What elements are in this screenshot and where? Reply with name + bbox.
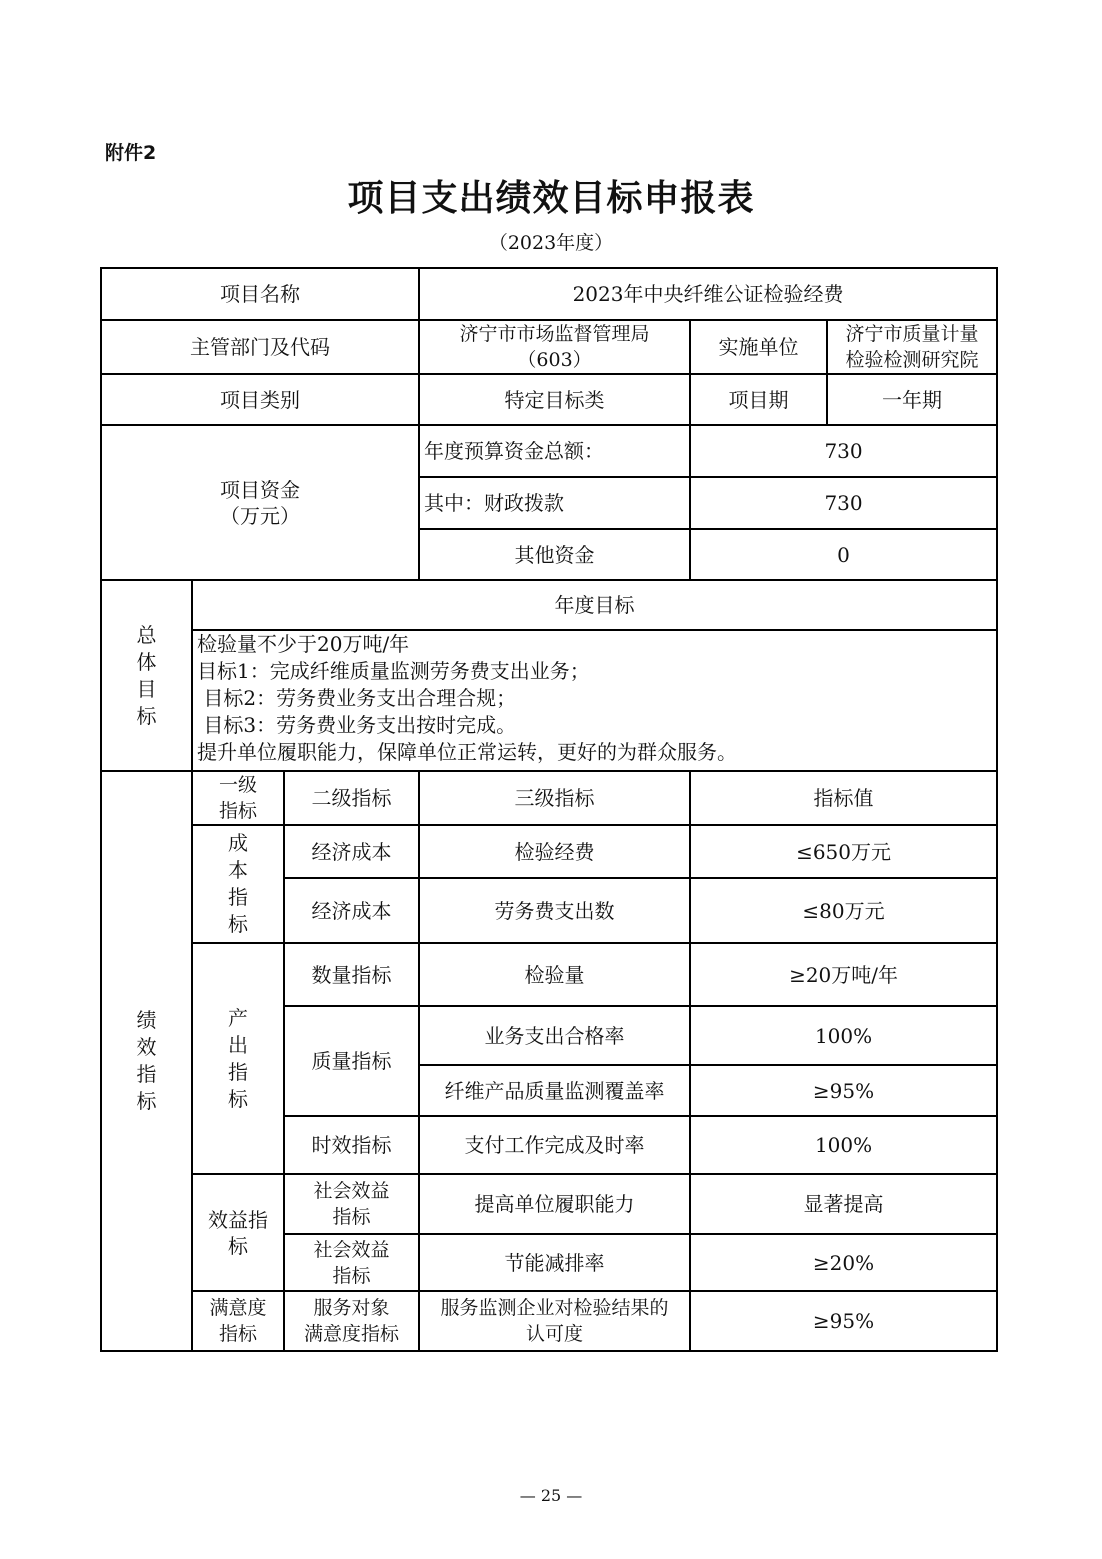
level2-cell bbox=[284, 1291, 419, 1351]
table-row bbox=[101, 943, 997, 1006]
funds-fiscal-value: 730 bbox=[690, 477, 997, 529]
indicator-header-row bbox=[101, 771, 997, 825]
level2-cell bbox=[284, 1174, 419, 1234]
table-row bbox=[101, 1174, 997, 1234]
level2-line-2: 满意度指标 bbox=[304, 1323, 400, 1345]
overall-label-char: 标 bbox=[136, 703, 157, 728]
funds-fiscal-label: 其中：财政拨款 bbox=[419, 477, 690, 529]
benefit-label-line-2: 标 bbox=[228, 1233, 248, 1258]
page-number: — 25 — bbox=[519, 1486, 583, 1505]
value-cell: 100% bbox=[690, 1116, 997, 1174]
funds-label-line-1: 项目资金 bbox=[220, 477, 301, 502]
level3-cell: 检验量 bbox=[419, 943, 690, 1006]
level2-line-1: 服务对象 bbox=[313, 1297, 390, 1319]
implementing-unit-value bbox=[827, 320, 997, 374]
level2-cell: 时效指标 bbox=[284, 1116, 419, 1174]
department-value bbox=[419, 320, 690, 374]
cost-label-char: 本 bbox=[228, 858, 248, 882]
period-value: 一年期 bbox=[827, 374, 997, 425]
benefit-label-line-1: 效益指 bbox=[208, 1207, 268, 1232]
category-label: 项目类别 bbox=[101, 374, 419, 425]
page-subtitle: （2023年度） bbox=[488, 232, 614, 254]
indicator-label-char: 效 bbox=[136, 1035, 157, 1059]
goal-line: 检验量不少于20万吨/年 bbox=[197, 632, 410, 656]
value-cell: 100% bbox=[690, 1006, 997, 1065]
level2-header: 二级指标 bbox=[284, 771, 419, 825]
level2-cell bbox=[284, 1234, 419, 1291]
overall-label-char: 体 bbox=[136, 649, 157, 674]
project-name-value: 2023年中央纤维公证检验经费 bbox=[419, 268, 997, 320]
funds-total-value: 730 bbox=[690, 425, 997, 477]
table-row bbox=[101, 1291, 997, 1351]
department-row bbox=[101, 320, 997, 374]
attachment-label: 附件2 bbox=[105, 142, 157, 164]
level2-line-1: 社会效益 bbox=[313, 1238, 390, 1261]
satisfaction-label-line-1: 满意度 bbox=[209, 1297, 267, 1319]
output-label-char: 出 bbox=[228, 1032, 248, 1057]
overall-target-header-row bbox=[101, 580, 997, 630]
funds-row bbox=[101, 425, 997, 477]
table-row bbox=[101, 825, 997, 878]
output-label-char: 指 bbox=[228, 1059, 248, 1084]
overall-target-label bbox=[101, 580, 192, 771]
level2-line-2: 指标 bbox=[332, 1206, 371, 1228]
value-cell: 显著提高 bbox=[690, 1174, 997, 1234]
performance-target-table bbox=[100, 267, 998, 1352]
cost-label-char: 成 bbox=[228, 831, 248, 855]
level3-cell: 节能减排率 bbox=[419, 1234, 690, 1291]
unit-line-2: 检验检测研究院 bbox=[845, 349, 979, 371]
level1-header-line-2: 指标 bbox=[218, 800, 257, 822]
level2-cell: 经济成本 bbox=[284, 878, 419, 943]
satisfaction-label-line-2: 指标 bbox=[218, 1323, 257, 1345]
value-cell: ≤650万元 bbox=[690, 825, 997, 878]
overall-target-content-row bbox=[101, 630, 997, 771]
level2-cell: 质量指标 bbox=[284, 1006, 419, 1116]
level3-cell: 支付工作完成及时率 bbox=[419, 1116, 690, 1174]
benefit-indicator-label bbox=[192, 1174, 284, 1291]
goal-line: 目标1：完成纤维质量监测劳务费支出业务； bbox=[197, 659, 590, 683]
goal-line: 目标3：劳务费业务支出按时完成。 bbox=[197, 713, 517, 737]
period-label: 项目期 bbox=[690, 374, 827, 425]
level3-cell: 检验经费 bbox=[419, 825, 690, 878]
performance-indicator-label bbox=[101, 771, 192, 1351]
cost-label-char: 指 bbox=[228, 885, 248, 909]
implementing-unit-label: 实施单位 bbox=[690, 320, 827, 374]
annual-target-content bbox=[192, 630, 997, 771]
level3-cell bbox=[419, 1291, 690, 1351]
page-title: 项目支出绩效目标申报表 bbox=[347, 178, 755, 219]
project-name-label: 项目名称 bbox=[101, 268, 419, 320]
value-cell: ≥95% bbox=[690, 1291, 997, 1351]
level2-line-1: 社会效益 bbox=[313, 1180, 390, 1202]
satisfaction-indicator-label bbox=[192, 1291, 284, 1351]
indicator-label-char: 标 bbox=[136, 1089, 157, 1113]
level3-line-2: 认可度 bbox=[526, 1323, 584, 1345]
funds-label-line-2: （万元） bbox=[220, 503, 301, 528]
level3-header: 三级指标 bbox=[419, 771, 690, 825]
level2-cell: 经济成本 bbox=[284, 825, 419, 878]
level3-cell: 提高单位履职能力 bbox=[419, 1174, 690, 1234]
funds-label bbox=[101, 425, 419, 580]
annual-target-header: 年度目标 bbox=[192, 580, 997, 630]
department-label: 主管部门及代码 bbox=[101, 320, 419, 374]
department-code: （603） bbox=[517, 349, 592, 371]
indicator-label-char: 指 bbox=[136, 1062, 157, 1086]
project-name-row bbox=[101, 268, 997, 320]
level2-cell: 数量指标 bbox=[284, 943, 419, 1006]
unit-line-1: 济宁市质量计量 bbox=[845, 323, 979, 345]
value-cell: ≤80万元 bbox=[690, 878, 997, 943]
value-cell: ≥95% bbox=[690, 1065, 997, 1116]
goal-line: 提升单位履职能力，保障单位正常运转，更好的为群众服务。 bbox=[197, 740, 737, 764]
category-value: 特定目标类 bbox=[419, 374, 690, 425]
overall-label-char: 目 bbox=[136, 676, 157, 701]
indicator-label-char: 绩 bbox=[136, 1008, 157, 1032]
funds-other-label: 其他资金 bbox=[419, 529, 690, 580]
department-name: 济宁市市场监督管理局 bbox=[459, 323, 650, 345]
funds-other-value: 0 bbox=[690, 529, 997, 580]
value-cell: ≥20% bbox=[690, 1234, 997, 1291]
indicator-value-header: 指标值 bbox=[690, 771, 997, 825]
level1-header-line-1: 一级 bbox=[218, 774, 257, 796]
output-indicator-label bbox=[192, 943, 284, 1174]
output-label-char: 标 bbox=[228, 1086, 248, 1111]
value-cell: ≥20万吨/年 bbox=[690, 943, 997, 1006]
category-row bbox=[101, 374, 997, 425]
cost-indicator-label bbox=[192, 825, 284, 943]
funds-total-label: 年度预算资金总额： bbox=[419, 425, 690, 477]
goal-line: 目标2：劳务费业务支出合理合规； bbox=[197, 686, 517, 710]
output-label-char: 产 bbox=[228, 1005, 248, 1030]
level3-line-1: 服务监测企业对检验结果的 bbox=[440, 1297, 669, 1319]
level3-cell: 纤维产品质量监测覆盖率 bbox=[419, 1065, 690, 1116]
overall-label-char: 总 bbox=[136, 622, 157, 647]
cost-label-char: 标 bbox=[228, 912, 248, 936]
level1-header bbox=[192, 771, 284, 825]
level3-cell: 业务支出合格率 bbox=[419, 1006, 690, 1065]
level3-cell: 劳务费支出数 bbox=[419, 878, 690, 943]
level2-line-2: 指标 bbox=[332, 1264, 371, 1287]
